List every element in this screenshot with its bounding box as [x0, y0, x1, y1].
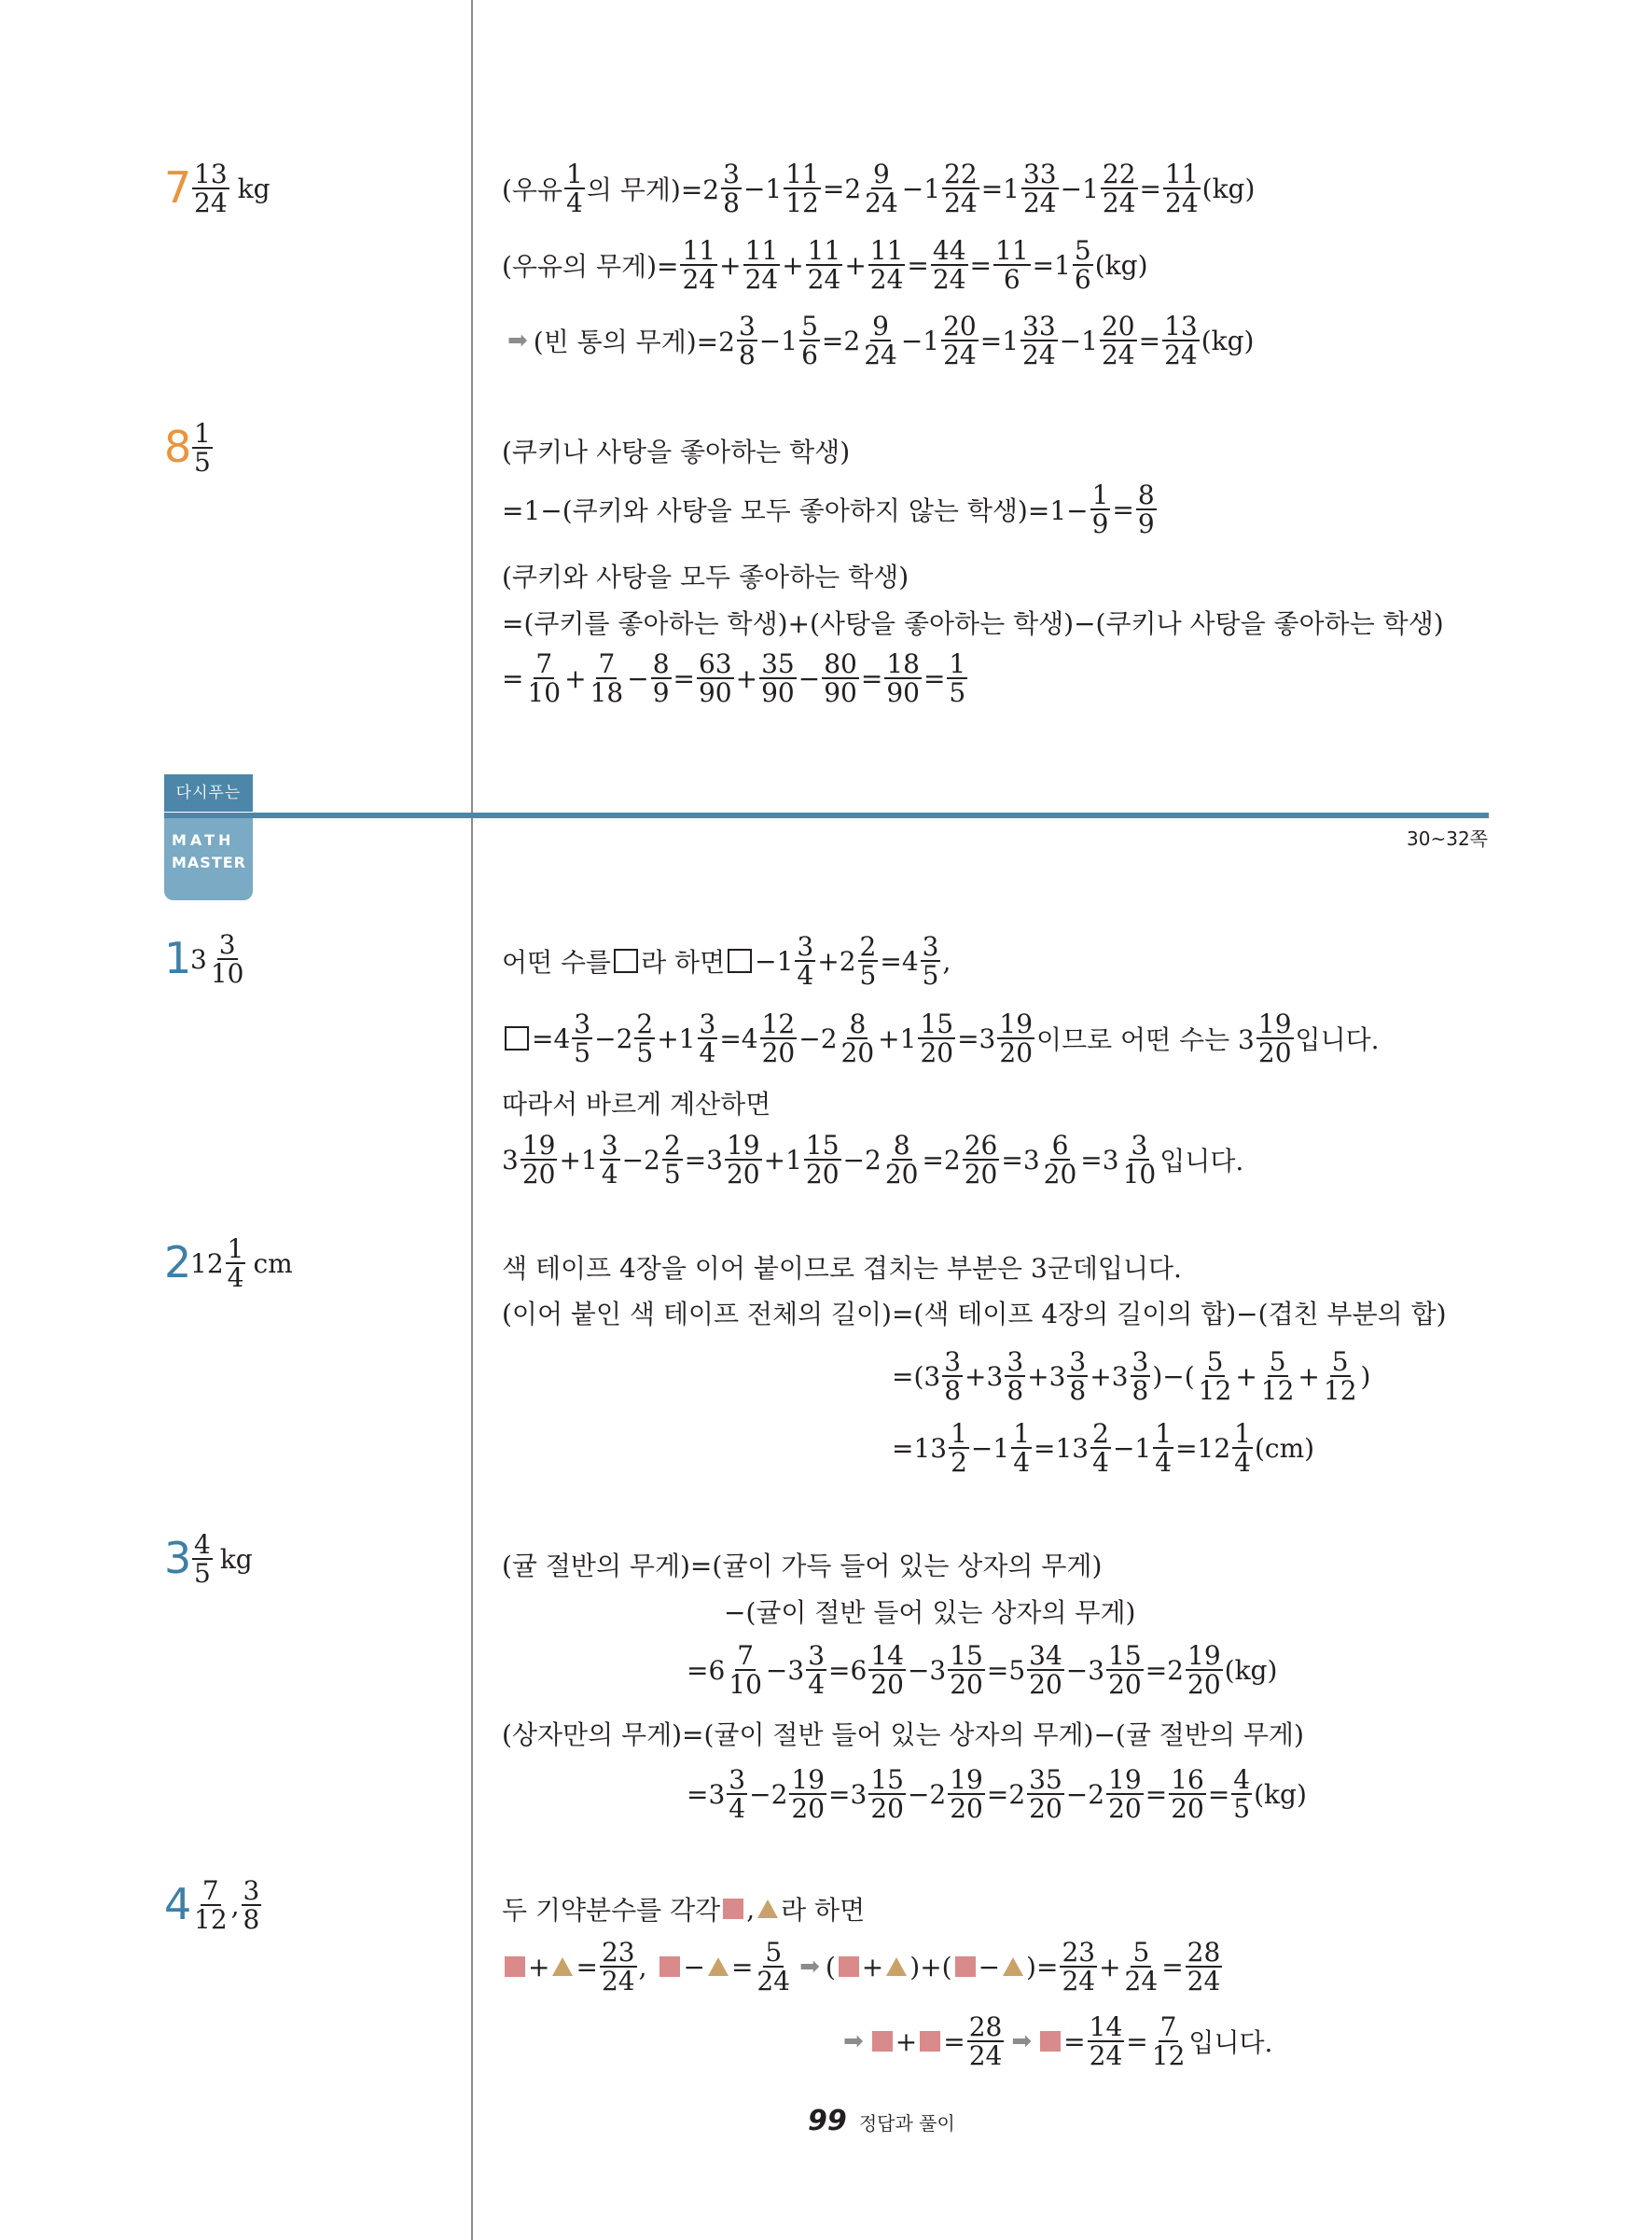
square-icon [920, 2031, 940, 2052]
square-icon [659, 1956, 680, 1977]
triangle-icon [552, 1957, 573, 1976]
problem-number: 7 [164, 162, 192, 213]
solution-line: ➡ (빈 통의 무게)=2 $\frac{3}{8}$ −1 $\frac{5}{6}$ =2 $\frac{9}{24}$ −1 $\frac{20}{24}$ =1 $\frac{33}{24}$ −1 $\frac{20}{24}$ = $\frac{13}{24}$ (kg) [507, 311, 1255, 371]
square-icon [955, 1956, 976, 1977]
solution-line: (쿠키와 사탕을 모두 좋아하는 학생) [502, 562, 909, 592]
blank-box [614, 949, 638, 973]
solution-line: 따라서 바르게 계산하면 [502, 1089, 771, 1120]
problem-number: 4 [164, 1879, 192, 1929]
answer: 12 $\frac{1}{4}$ cm [190, 1233, 293, 1294]
solution-line: (쿠키나 사탕을 좋아하는 학생) [502, 437, 851, 467]
solution-line: =1−(쿠키와 사탕을 모두 좋아하지 않는 학생)=1− $\frac{1}{9}$ = $\frac{8}{9}$ [502, 480, 1155, 540]
solution-line: =6 $\frac{7}{10}$ −3 $\frac{3}{4}$ =6 $\frac{14}{20}$ −3 $\frac{15}{20}$ =5 $\frac{34}{20}$ −3 $\frac{15}{20}$ =2 $\frac{19}{20}$ (kg) [687, 1640, 1278, 1701]
solution-line: =(3 $\frac{3}{8}$ +3 $\frac{3}{8}$ +3 $\frac{3}{8}$ +3 $\frac{3}{8}$ )−( $\frac{5}{12}$ + $\frac{5}{12}$ + $\frac{5}{12}$ ) [892, 1346, 1371, 1407]
square-icon [1040, 2031, 1061, 2052]
page-label: 정답과 풀이 [858, 2112, 955, 2135]
solution-line: (귤 절반의 무게)=(귤이 가득 들어 있는 상자의 무게) [502, 1551, 1103, 1581]
section-badge: 다시푸는 MATH MASTER [164, 774, 253, 900]
problem-number: 8 [164, 422, 192, 472]
solution-line: 두 기약분수를 각각 , 라 하면 [502, 1893, 866, 1926]
arrow-right-icon: ➡ [799, 1953, 820, 1982]
solution-line: = $\frac{7}{10}$ + $\frac{7}{18}$ − $\frac{8}{9}$ = $\frac{63}{90}$ + $\frac{35}{90}$ − $\frac{80}{90}$ = $\frac{18}{90}$ = $\frac{1}{5}$ [502, 648, 966, 709]
solution-line: =3 $\frac{3}{4}$ −2 $\frac{19}{20}$ =3 $\frac{15}{20}$ −2 $\frac{19}{20}$ =2 $\frac{35}{20}$ −2 $\frac{19}{20}$ = $\frac{16}{20}$ = $\frac{4}{5}$ (kg) [687, 1764, 1307, 1825]
square-icon [839, 1956, 859, 1977]
blank-box [728, 949, 752, 973]
section-bar [164, 813, 1489, 818]
answer: $\frac{4}{5}$ kg [194, 1529, 253, 1590]
center-divider [471, 0, 473, 2240]
square-icon [723, 1899, 743, 1919]
solution-line: ➡ + = $\frac{28}{24}$ ➡ = $\frac{14}{24}$ = $\frac{7}{12}$ 입니다. [843, 2011, 1273, 2072]
solution-line: (이어 붙인 색 테이프 전체의 길이)=(색 테이프 4장의 길이의 합)−(겹친 부분의 합) [502, 1299, 1447, 1329]
problem-number: 3 [164, 1533, 192, 1583]
page-reference: 30~32쪽 [1407, 828, 1488, 850]
arrow-right-icon: ➡ [507, 327, 528, 355]
solution-line: 색 테이프 4장을 이어 붙이므로 겹치는 부분은 3군데입니다. [502, 1253, 1182, 1284]
solution-line: 3 $\frac{19}{20}$ +1 $\frac{3}{4}$ −2 $\frac{2}{5}$ =3 $\frac{19}{20}$ +1 $\frac{15}{20}$ −2 $\frac{8}{20}$ =2 $\frac{26}{20}$ =3 $\frac{6}{20}$ =3 $\frac{3}{10}$ 입니다. [502, 1130, 1244, 1190]
problem-number: 2 [164, 1237, 192, 1287]
solution-line: =4 $\frac{3}{5}$ −2 $\frac{2}{5}$ +1 $\frac{3}{4}$ =4 $\frac{12}{20}$ −2 $\frac{8}{20}$ +1 $\frac{15}{20}$ =3 $\frac{19}{20}$ 이므로 어떤 수는 3 $\frac{19}{20}$ 입니다. [502, 1010, 1380, 1067]
answer: $\frac{13}{24}$ kg [194, 159, 271, 219]
solution-line: + = $\frac{23}{24}$ , − = $\frac{5}{24}$ ➡ ( + )+( − )= $\frac{23}{24}$ + $\frac{5}{24}$ = $\frac{28}{24}$ [502, 1939, 1224, 1996]
arrow-right-icon: ➡ [1011, 2027, 1033, 2056]
page-footer [808, 2105, 955, 2137]
triangle-icon [708, 1957, 729, 1976]
triangle-icon [1003, 1957, 1023, 1976]
solution-line: (우유 $\frac{1}{4}$ 의 무게)=2 $\frac{3}{8}$ −1 $\frac{11}{12}$ =2 $\frac{9}{24}$ −1 $\frac{22}{24}$ =1 $\frac{33}{24}$ −1 $\frac{22}{24}$ = $\frac{11}{24}$ (kg) [502, 159, 1256, 219]
arrow-right-icon: ➡ [843, 2027, 864, 2056]
blank-box [505, 1026, 529, 1050]
solution-line: −(귤이 절반 들어 있는 상자의 무게) [724, 1597, 1136, 1628]
answer-fraction: $\frac{13}{24}$ [194, 159, 228, 219]
square-icon [872, 2031, 893, 2052]
answer: 3 $\frac{3}{10}$ [190, 929, 244, 990]
solution-line: =(쿠키를 좋아하는 학생)+(사탕을 좋아하는 학생)−(쿠키나 사탕을 좋아하는 학생) [502, 608, 1444, 639]
answer: $\frac{7}{12}$ , $\frac{3}{8}$ [194, 1875, 260, 1936]
problem-number: 1 [164, 933, 192, 983]
triangle-icon [886, 1957, 907, 1976]
solution-line: =13 $\frac{1}{2}$ −1 $\frac{1}{4}$ =13 $\frac{2}{4}$ −1 $\frac{1}{4}$ =12 $\frac{1}{4}$ (cm) [892, 1418, 1315, 1479]
solution-line: (상자만의 무게)=(귤이 절반 들어 있는 상자의 무게)−(귤 절반의 무게) [502, 1719, 1304, 1750]
page-number: 99 [808, 2105, 847, 2137]
triangle-icon [757, 1899, 778, 1918]
solution-line: 어떤 수를 라 하면 −1 $\frac{3}{4}$ +2 $\frac{2}{5}$ =4 $\frac{3}{5}$ , [502, 931, 951, 992]
answer: $\frac{1}{5}$ [194, 418, 211, 479]
square-icon [505, 1956, 525, 1977]
solution-line: (우유의 무게)= $\frac{11}{24}$ + $\frac{11}{24}$ + $\frac{11}{24}$ + $\frac{11}{24}$ = $\frac{44}{24}$ = $\frac{11}{6}$ =1 $\frac{5}{6}$ (kg) [502, 235, 1148, 296]
